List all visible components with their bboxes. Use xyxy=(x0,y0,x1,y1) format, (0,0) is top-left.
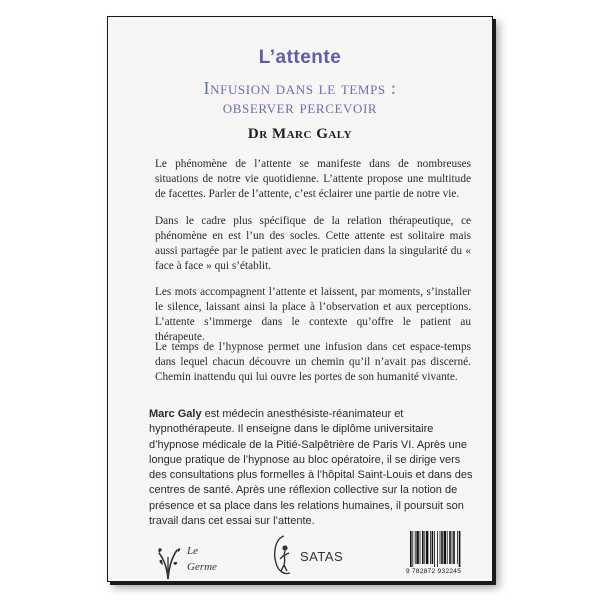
isbn-digits: 9 782872 932245 xyxy=(406,568,462,575)
satas-word: SATAS xyxy=(300,549,344,564)
figure-in-circle-icon xyxy=(270,533,298,577)
le-germe-word-le: Le xyxy=(187,545,198,557)
book-subtitle-line2: observer percevoir xyxy=(222,97,378,117)
book-title: L’attente xyxy=(258,47,342,68)
blurb-paragraph-1: Le phénomène de l’attente se manifeste dans de nombreuses situations de notre vie quotidienne. L’attente propose une multitude de facettes. Parler de l’attente, c’est éclairer une partie de notre vie. xyxy=(155,158,471,200)
blurb-paragraph-2: Dans le cadre plus spécifique de la relation thérapeutique, ce phénomène en est l’un des socles. Cette attente est solitaire mais aussi partagée par le patient avec le praticien dans la singularité du « face à face » qui s’établit. xyxy=(155,215,471,272)
barcode-icon xyxy=(408,531,480,567)
le-germe-word-germe: Germe xyxy=(187,561,217,573)
blurb-paragraph-3: Les mots accompagnent l’attente et laissent, par moments, s’installer le silence, laissant ainsi la place à l’observation et aux perceptions. L’attente s’immerge dans le contexte qu’offre le patient au thérapeute. xyxy=(155,286,471,343)
author-biography xyxy=(149,407,473,529)
book-subtitle-line1: Infusion dans le temps : xyxy=(203,78,397,98)
bio-text: est médecin anesthésiste-réanimateur et hypnothérapeute. Il enseigne dans le diplôme universitaire d’hypnose médicale de la Pitié-Salpêtrière de Paris VI. Après une longue pratique de l’hypnose au bloc opératoire, il se dirige vers des consultations plus formelles à l’hôpital Saint-Louis et dans des centres de santé. Après une réflexion collective sur la notion de présence et sa place dans les relations humaines, il poursuit son travail dans cet essai sur l’attente. xyxy=(149,408,473,528)
blurb-paragraph-4: Le temps de l’hypnose permet une infusion dans cet espace-temps dans lequel chacun découvre un chemin qu’il n’avait pas discerné. Chemin inattendu qui lui ouvre les portes de son humanité vivante. xyxy=(155,341,471,383)
bio-author-name: Marc Galy xyxy=(149,408,202,420)
le-germe-logo xyxy=(153,541,223,581)
book-back-cover xyxy=(107,16,493,582)
author-name: Dr Marc Galy xyxy=(247,126,353,142)
satas-logo xyxy=(270,533,380,579)
leaf-sprout-icon xyxy=(153,541,183,581)
isbn-barcode xyxy=(408,531,480,577)
